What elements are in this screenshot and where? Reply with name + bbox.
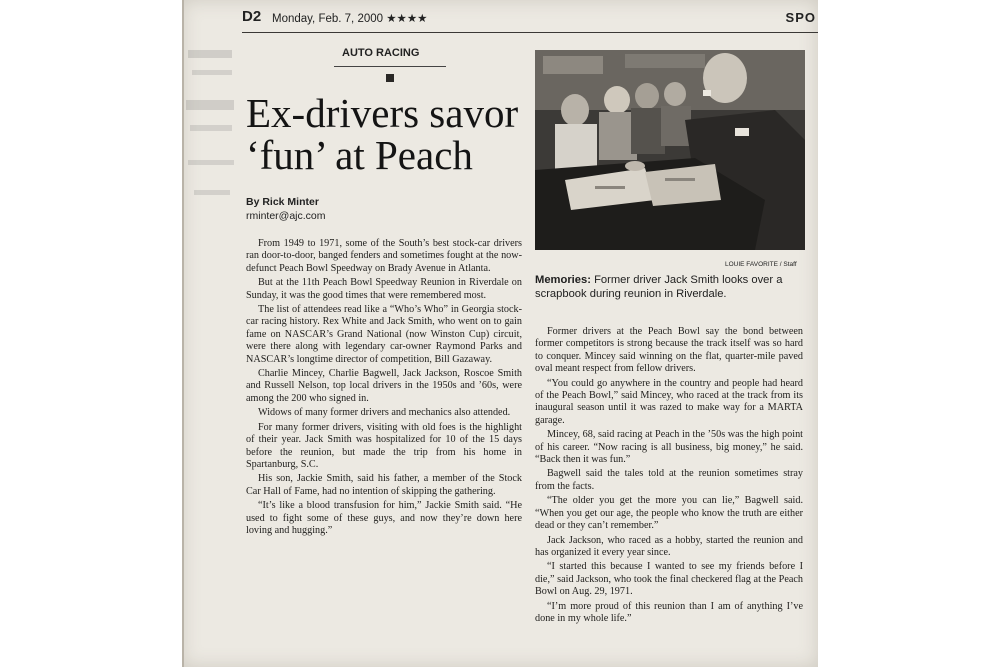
- kicker-rule: [334, 66, 446, 67]
- page-number: D2: [242, 8, 262, 25]
- byline: By Rick Minter: [246, 196, 319, 208]
- headline-line: Ex-drivers savor: [246, 90, 519, 136]
- paragraph: For many former drivers, visiting with old foes is the highlight of their year. Jack Smith was hospitalized for 10 of the 15 days before the reunion, but made the trip from his home in Spartanburg, S.C.: [246, 421, 522, 470]
- paragraph: “The older you get the more you can lie,” Bagwell said. “When you get our age, the people who know the truth are either dead or they can’t remember.”: [535, 495, 803, 532]
- clipping-edge: [182, 0, 184, 667]
- section-name: SPO: [785, 10, 816, 25]
- paragraph: The list of attendees read like a “Who’s Who” in Georgia stock-car racing history. Rex White and Jack Smith, who went on to gain fame on NASCAR’s Grand National (now Winston Cup) circuit, were there along with legendary car-owner Raymond Parks and NASCAR’s longtime director of competition, Bill Gazaway.: [246, 304, 522, 365]
- kicker-bullet-icon: [386, 74, 394, 82]
- caption-lead: Memories:: [535, 274, 591, 286]
- paragraph: “You could go anywhere in the country and people had heard of the Peach Bowl,” said Mincey, who raced at the track from its inaugural season until it was razed to make way for a MARTA garage.: [535, 377, 803, 426]
- paragraph: “I’m more proud of this reunion than I am of anything I’ve done in my whole life.”: [535, 600, 803, 624]
- headline-line: ‘fun’ at Peach: [246, 132, 473, 178]
- paragraph: Former drivers at the Peach Bowl say the bond between former competitors is strong because the track itself was so hard to conquer. Mincey said winning on the flat, quarter-mile paved oval meant respect from fellow drivers.: [535, 326, 803, 375]
- caption-text: Former driver Jack Smith looks over a scrapbook during reunion in Riverdale.: [535, 274, 783, 300]
- page-masthead: [242, 8, 818, 33]
- paragraph: Jack Jackson, who raced as a hobby, started the reunion and has organized it every year since.: [535, 534, 803, 558]
- paragraph: Bagwell said the tales told at the reunion sometimes stray from the facts.: [535, 468, 803, 492]
- bleed-through-text: [182, 40, 240, 280]
- headline: [246, 92, 546, 176]
- photo-credit: LOUIE FAVORITE / Staff: [725, 261, 797, 268]
- newspaper-clipping: [182, 0, 818, 667]
- photo-caption: [535, 273, 807, 301]
- article-column-left: [246, 238, 522, 539]
- paragraph: “It’s like a blood transfusion for him,” Jackie Smith said. “He used to fight some of these guys, and now they’re down here loving and hugging.”: [246, 500, 522, 536]
- dateline: Monday, Feb. 7, 2000 ★★★★: [272, 13, 428, 25]
- article-column-right: [535, 326, 803, 627]
- author-email: rminter@ajc.com: [246, 210, 326, 222]
- paragraph: Charlie Mincey, Charlie Bagwell, Jack Jackson, Roscoe Smith and Russell Nelson, top local drivers in the 1950s and ’60s, were among the 200 who signed in.: [246, 368, 522, 404]
- reunion-photo: [535, 50, 805, 250]
- paragraph: Widows of many former drivers and mechanics also attended.: [258, 407, 511, 419]
- paragraph: Mincey, 68, said racing at Peach in the ’50s was the high point of his career. “Now racing is all business, big money,” he said. “Back then it was fun.”: [535, 429, 803, 466]
- paragraph: But at the 11th Peach Bowl Speedway Reunion in Riverdale on Sunday, it was the good times that were remembered most.: [246, 277, 522, 301]
- paragraph: “I started this because I wanted to see my friends before I die,” said Jackson, who took the final checkered flag at the Peach Bowl on Aug. 29, 1971.: [535, 561, 803, 598]
- paragraph: His son, Jackie Smith, said his father, a member of the Stock Car Hall of Fame, had no intention of skipping the gathering.: [246, 473, 522, 497]
- paragraph: From 1949 to 1971, some of the South’s best stock-car drivers ran door-to-door, banged fenders and sometimes fought at the now-defunct Peach Bowl Speedway on Brady Avenue in Atlanta.: [246, 238, 522, 274]
- section-kicker: AUTO RACING: [342, 47, 420, 59]
